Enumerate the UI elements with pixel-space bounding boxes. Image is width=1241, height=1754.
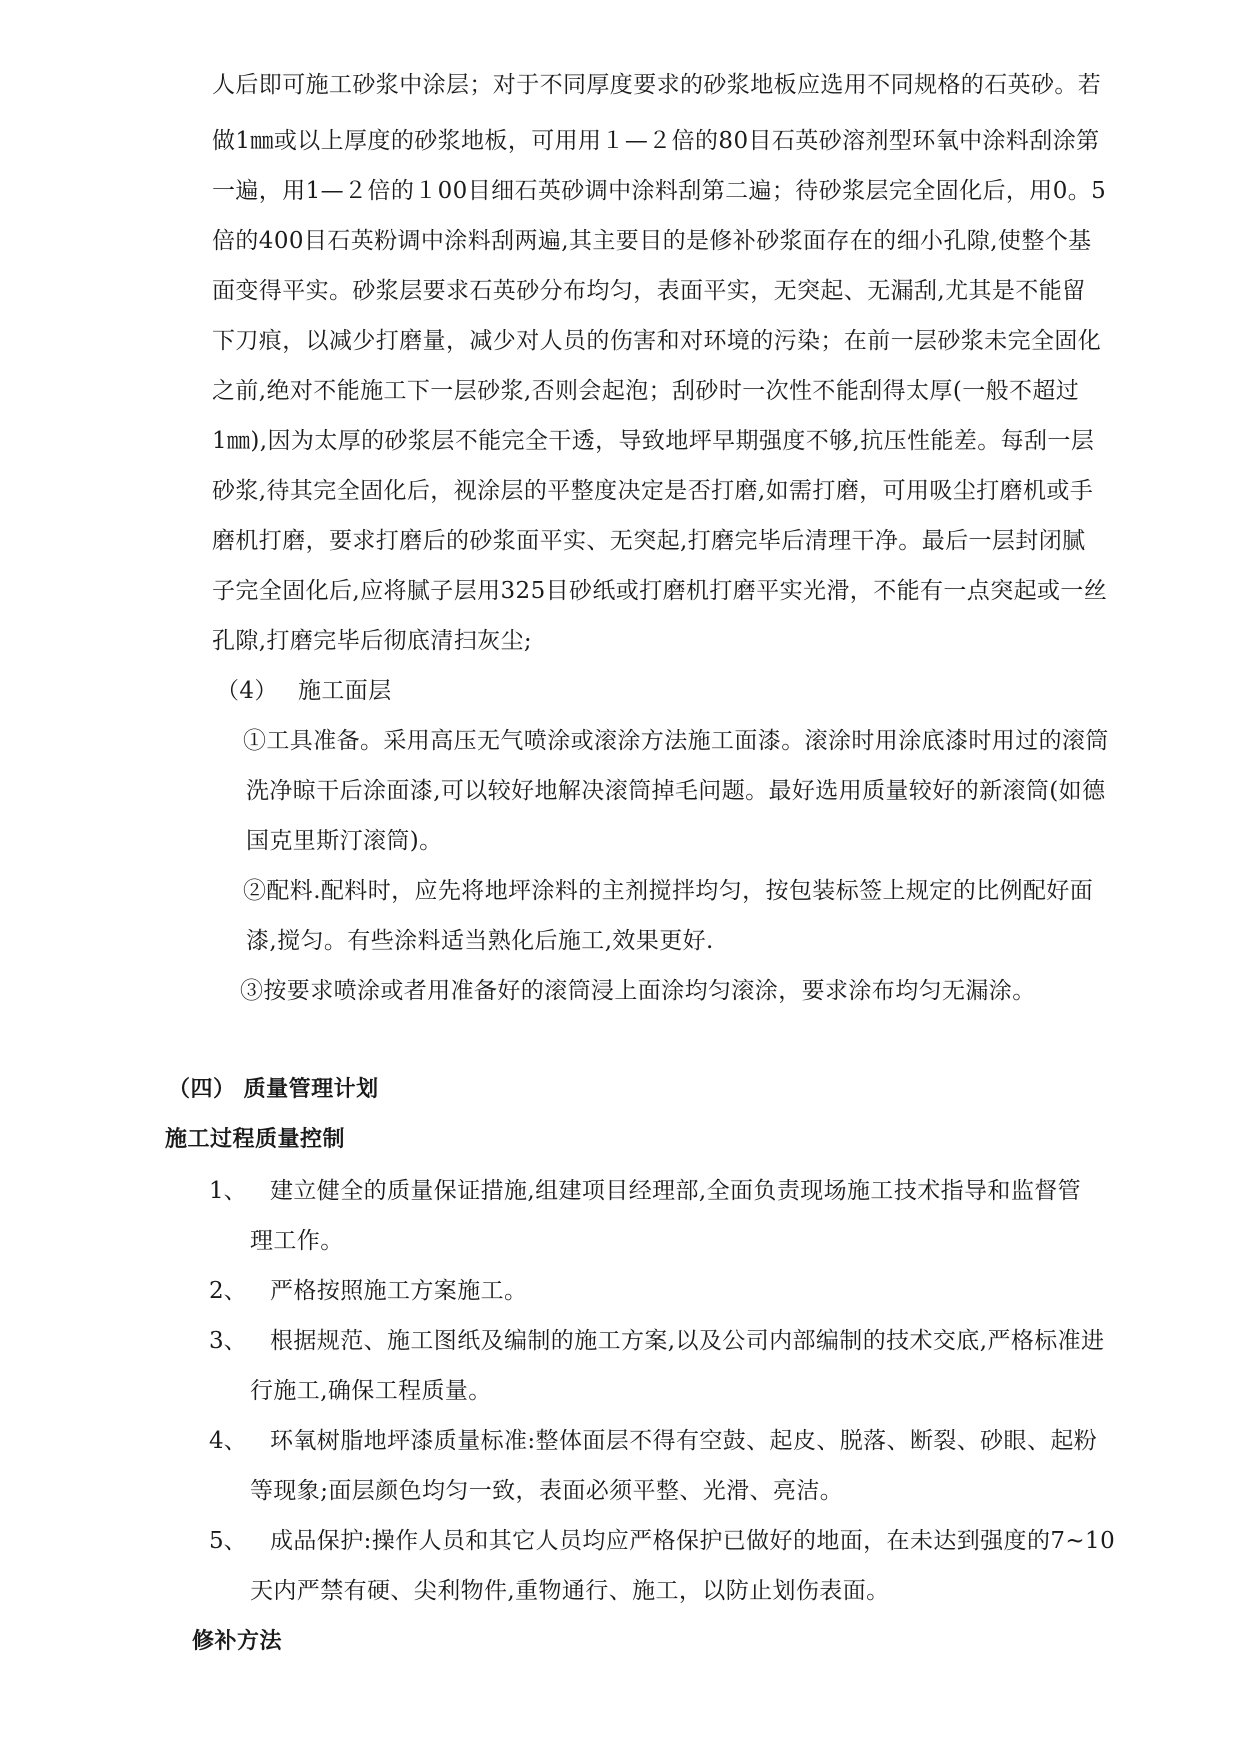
repair-heading: 修补方法 <box>192 1629 283 1654</box>
step-line: ③按要求喷涂或者用准备好的滚筒浸上面涂均匀滚涂，要求涂布均匀无漏涂。 <box>240 978 1036 1004</box>
body-line: 子完全固化后,应将腻子层用325目砂纸或打磨机打磨平实光滑，不能有一点突起或一丝 <box>212 578 1108 604</box>
body-line: 孔隙,打磨完毕后彻底清扫灰尘; <box>212 628 533 654</box>
item-line: 等现象;面层颜色均匀一致，表面必须平整、光滑、亮洁。 <box>250 1478 844 1504</box>
item-line: 成品保护:操作人员和其它人员均应严格保护已做好的地面，在未达到强度的7~10 <box>270 1528 1116 1554</box>
item-line: 根据规范、施工图纸及编制的施工方案,以及公司内部编制的技术交底,严格标准进 <box>270 1328 1105 1354</box>
item-line: 理工作。 <box>250 1228 344 1254</box>
body-line: 倍的400目石英粉调中涂料刮两遍,其主要目的是修补砂浆面存在的细小孔隙,使整个基 <box>212 228 1092 254</box>
body-line: 砂浆,待其完全固化后，视涂层的平整度决定是否打磨,如需打磨，可用吸尘打磨机或手 <box>212 478 1094 504</box>
item-line: 环氧树脂地坪漆质量标准:整体面层不得有空鼓、起皮、脱落、断裂、砂眼、起粉 <box>270 1428 1098 1454</box>
body-line: 磨机打磨，要求打磨后的砂浆面平实、无突起,打磨完毕后清理干净。最后一层封闭腻 <box>212 528 1086 554</box>
subsection-title: 施工面层 <box>298 678 392 704</box>
subsection-number: （4） <box>216 678 278 704</box>
step-line: 国克里斯汀滚筒)。 <box>246 828 443 854</box>
body-line: 1㎜),因为太厚的砂浆层不能完全干透，导致地坪早期强度不够,抗压性能差。每刮一层 <box>212 428 1095 454</box>
item-line: 建立健全的质量保证措施,组建项目经理部,全面负责现场施工技术指导和监督管 <box>270 1178 1082 1204</box>
item-number: 5、 <box>209 1528 247 1554</box>
item-number: 3、 <box>209 1328 247 1354</box>
item-number: 2、 <box>209 1278 247 1304</box>
item-number: 1、 <box>209 1178 247 1204</box>
item-line: 行施工,确保工程质量。 <box>250 1378 492 1404</box>
body-line: 人后即可施工砂浆中涂层；对于不同厚度要求的砂浆地板应选用不同规格的石英砂。若 <box>212 72 1102 98</box>
step-line: 洗净晾干后涂面漆,可以较好地解决滚筒掉毛问题。最好选用质量较好的新滚筒(如德 <box>246 778 1106 804</box>
body-line: 一遍，用1—２倍的１00目细石英砂调中涂料刮第二遍；待砂浆层完全固化后，用0。5 <box>212 178 1107 204</box>
step-line: ②配料.配料时，应先将地坪涂料的主剂搅拌均匀，按包装标签上规定的比例配好面 <box>243 878 1094 904</box>
item-line: 天内严禁有硬、尖利物件,重物通行、施工，以防止划伤表面。 <box>250 1578 890 1604</box>
body-line: 做1㎜或以上厚度的砂浆地板，可用用１—２倍的80目石英砂溶剂型环氧中涂料刮涂第 <box>212 128 1100 154</box>
item-line: 严格按照施工方案施工。 <box>270 1278 528 1304</box>
section-heading: （四） 质量管理计划 <box>168 1077 379 1102</box>
step-line: 漆,搅匀。有些涂料适当熟化后施工,效果更好. <box>246 928 714 954</box>
body-line: 之前,绝对不能施工下一层砂浆,否则会起泡；刮砂时一次性不能刮得太厚(一般不超过 <box>212 378 1080 404</box>
item-number: 4、 <box>209 1428 247 1454</box>
subheading: 施工过程质量控制 <box>165 1127 346 1152</box>
body-line: 面变得平实。砂浆层要求石英砂分布均匀，表面平实，无突起、无漏刮,尤其是不能留 <box>212 278 1086 304</box>
step-line: ①工具准备。采用高压无气喷涂或滚涂方法施工面漆。滚涂时用涂底漆时用过的滚筒 <box>243 728 1109 754</box>
body-line: 下刀痕，以减少打磨量，减少对人员的伤害和对环境的污染；在前一层砂浆未完全固化 <box>212 328 1102 354</box>
